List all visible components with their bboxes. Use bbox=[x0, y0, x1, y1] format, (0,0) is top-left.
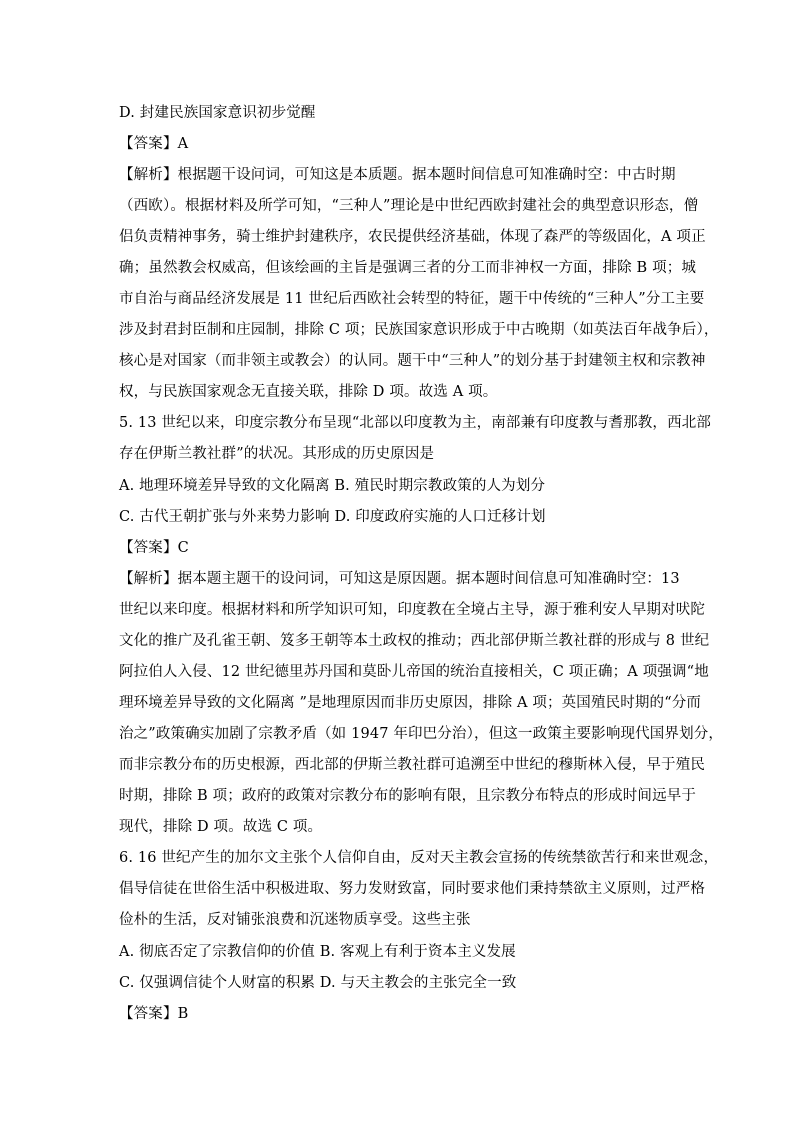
options-q6-cd: C. 仅强调信徒个人财富的积累 D. 与天主教会的主张完全一致 bbox=[119, 975, 517, 991]
question-5-line-1: 5. 13 世纪以来，印度宗教分布呈现“北部以印度教为主，南部兼有印度教与耆那教，西北部 bbox=[119, 415, 712, 431]
analysis-q5-line-5: 理环境差异导致的文化隔离 ”是地理原因而非历史原因，排除 A 项；英国殖民时期的“分而 bbox=[119, 695, 702, 711]
analysis-q4-line-1: 【解析】根据题干设问词，可知这是本质题。据本题时间信息可知准确时空：中古时期 bbox=[119, 167, 676, 183]
analysis-q4-line-6: 涉及封君封臣制和庄园制，排除 C 项；民族国家意识形成于中古晚期（如英法百年战争后）， bbox=[119, 322, 719, 338]
question-6-line-1: 6. 16 世纪产生的加尔文主张个人信仰自由，反对天主教会宣扬的传统禁欲苦行和来世观念， bbox=[119, 850, 719, 866]
analysis-q4-line-5: 市自治与商品经济发展是 11 世纪后西欧社会转型的特征，题干中传统的“三种人”分工主要 bbox=[119, 291, 705, 307]
analysis-q4-line-4: 确；虽然教会权威高，但该绘画的主旨是强调三者的分工而非神权一方面，排除 B 项；城 bbox=[119, 260, 697, 276]
analysis-q4-line-7: 核心是对国家（而非领主或教会）的认同。题干中“三种人”的划分基于封建领主权和宗教神 bbox=[119, 353, 706, 369]
options-q5-cd: C. 古代王朝扩张与外来势力影响 D. 印度政府实施的人口迁移计划 bbox=[119, 509, 546, 525]
analysis-q5-line-1: 【解析】据本题主题干的设问词，可知这是原因题。据本题时间信息可知准确时空：13 bbox=[119, 571, 680, 587]
question-6-line-2: 倡导信徒在世俗生活中积极进取、努力发财致富，同时要求他们秉持禁欲主义原则，过严格 bbox=[119, 881, 705, 897]
analysis-q5-line-8: 时期，排除 B 项；政府的政策对宗教分布的影响有限，且宗教分布特点的形成时间远早于 bbox=[119, 788, 697, 804]
question-6-line-3: 俭朴的生活，反对铺张浪费和沉迷物质享受。这些主张 bbox=[119, 912, 471, 928]
analysis-q5-line-9: 现代，排除 D 项。故选 C 项。 bbox=[119, 819, 323, 835]
analysis-q5-line-3: 文化的推广及孔雀王朝、笈多王朝等本土政权的推动；西北部伊斯兰教社群的形成与 8 世纪 bbox=[119, 633, 710, 649]
analysis-q4-line-2: （西欧）。根据材料及所学可知，“三种人”理论是中世纪西欧封建社会的典型意识形态，僧 bbox=[119, 198, 699, 214]
analysis-q5-line-6: 治之”政策确实加剧了宗教矛盾（如 1947 年印巴分治），但这一政策主要影响现代国界划分， bbox=[119, 726, 724, 742]
options-q5-ab: A. 地理环境差异导致的文化隔离 B. 殖民时期宗教政策的人为划分 bbox=[119, 478, 546, 494]
analysis-q4-line-3: 侣负责精神事务，骑士维护封建秩序，农民提供经济基础，体现了森严的等级固化，A 项正 bbox=[119, 229, 706, 245]
option-d-q4: D. 封建民族国家意识初步觉醒 bbox=[119, 105, 316, 121]
analysis-q4-line-8: 权，与民族国家观念无直接关联，排除 D 项。故选 A 项。 bbox=[119, 384, 498, 400]
options-q6-ab: A. 彻底否定了宗教信仰的价值 B. 客观上有利于资本主义发展 bbox=[119, 944, 516, 960]
answer-q6: 【答案】B bbox=[119, 1006, 189, 1022]
analysis-q5-line-2: 世纪以来印度。根据材料和所学知识可知，印度教在全境占主导，源于雅利安人早期对吠陀 bbox=[119, 602, 705, 618]
answer-q5: 【答案】C bbox=[119, 540, 189, 556]
question-5-line-2: 存在伊斯兰教社群”的状况。其形成的历史原因是 bbox=[119, 446, 435, 462]
analysis-q5-line-4: 阿拉伯人入侵、12 世纪德里苏丹国和莫卧儿帝国的统治直接相关，C 项正确；A 项强调“地 bbox=[119, 664, 709, 680]
analysis-q5-line-7: 而非宗教分布的历史根源，西北部的伊斯兰教社群可追溯至中世纪的穆斯林入侵，早于殖民 bbox=[119, 757, 705, 773]
answer-q4: 【答案】A bbox=[119, 136, 189, 152]
